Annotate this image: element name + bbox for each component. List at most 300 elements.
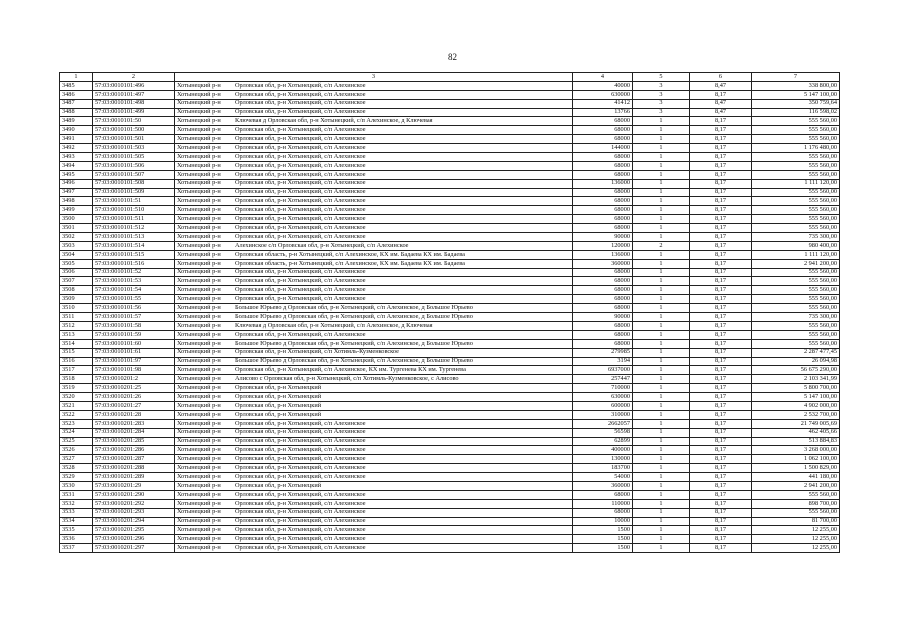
rate-cell: 8,17 xyxy=(690,188,752,197)
rate-cell: 8,17 xyxy=(690,446,752,455)
value-cell: 338 800,00 xyxy=(752,81,840,90)
cadastral-number-cell: 57:03:0010101:511 xyxy=(93,215,175,224)
district-label: Хотынецкий р-н xyxy=(177,268,221,276)
row-number-cell: 3523 xyxy=(60,419,93,428)
location-cell xyxy=(175,108,573,117)
area-cell: 68000 xyxy=(573,126,633,135)
cadastral-number-cell: 57:03:0010101:59 xyxy=(93,330,175,339)
row-number-cell: 3520 xyxy=(60,393,93,402)
value-cell: 2 287 477,45 xyxy=(752,348,840,357)
cadastral-number-cell: 57:03:0010101:510 xyxy=(93,206,175,215)
location-cell xyxy=(175,517,573,526)
table-row xyxy=(60,144,840,153)
rate-cell: 8,17 xyxy=(690,357,752,366)
cadastral-number-cell: 57:03:0010101:508 xyxy=(93,179,175,188)
value-cell: 555 560,00 xyxy=(752,170,840,179)
row-number-cell: 3531 xyxy=(60,490,93,499)
table-row xyxy=(60,366,840,375)
cadastral-number-cell: 57:03:0010201:287 xyxy=(93,455,175,464)
area-cell: 68000 xyxy=(573,224,633,233)
area-cell: 136000 xyxy=(573,250,633,259)
area-cell: 710000 xyxy=(573,384,633,393)
area-cell: 68000 xyxy=(573,161,633,170)
row-number-cell: 3512 xyxy=(60,321,93,330)
table-row xyxy=(60,188,840,197)
table-row xyxy=(60,437,840,446)
value-cell: 26 094,98 xyxy=(752,357,840,366)
row-number-cell: 3524 xyxy=(60,428,93,437)
rate-cell: 8,17 xyxy=(690,473,752,482)
district-label: Хотынецкий р-н xyxy=(177,223,221,231)
address-label: Большое Юрьево д Орловская обл, р-н Хотынецкий, с/п Алехинское, д Большое Юрьево xyxy=(235,339,473,347)
rate-cell: 8,17 xyxy=(690,535,752,544)
cadastral-number-cell: 57:03:0010101:53 xyxy=(93,277,175,286)
value-cell: 555 560,00 xyxy=(752,321,840,330)
area-cell: 68000 xyxy=(573,508,633,517)
value-cell: 2 532 700,00 xyxy=(752,410,840,419)
area-cell: 120000 xyxy=(573,241,633,250)
row-number-cell: 3527 xyxy=(60,455,93,464)
area-cell: 68000 xyxy=(573,197,633,206)
address-label: Орловская обл, р-н Хотынецкий, с/п Алехинское xyxy=(235,277,366,285)
value-cell: 555 560,00 xyxy=(752,490,840,499)
cadastral-number-cell: 57:03:0010101:513 xyxy=(93,233,175,242)
row-number-cell: 3515 xyxy=(60,348,93,357)
value-cell: 12 255,00 xyxy=(752,526,840,535)
address-label: Орловская обл, р-н Хотынецкий, с/п Алехинское xyxy=(235,295,366,303)
location-cell xyxy=(175,535,573,544)
value-cell: 555 560,00 xyxy=(752,197,840,206)
cadastral-number-cell: 57:03:0010101:58 xyxy=(93,321,175,330)
location-cell xyxy=(175,215,573,224)
address-label: Орловская обл, р-н Хотынецкий, с/п Алехинское xyxy=(235,330,366,338)
table-row xyxy=(60,473,840,482)
group-cell: 1 xyxy=(633,526,690,535)
group-cell: 1 xyxy=(633,366,690,375)
cadastral-number-cell: 57:03:0010201:28 xyxy=(93,410,175,419)
area-cell: 62899 xyxy=(573,437,633,446)
cadastral-number-cell: 57:03:0010101:514 xyxy=(93,241,175,250)
cadastral-number-cell: 57:03:0010201:293 xyxy=(93,508,175,517)
rate-cell: 8,17 xyxy=(690,481,752,490)
value-cell: 21 749 005,69 xyxy=(752,419,840,428)
location-cell xyxy=(175,161,573,170)
cadastral-number-cell: 57:03:0010201:2 xyxy=(93,375,175,384)
district-label: Хотынецкий р-н xyxy=(177,375,221,383)
location-cell xyxy=(175,526,573,535)
rate-cell: 8,17 xyxy=(690,144,752,153)
address-label: Орловская обл, р-н Хотынецкий xyxy=(235,392,322,400)
cadastral-number-cell: 57:03:0010201:294 xyxy=(93,517,175,526)
district-label: Хотынецкий р-н xyxy=(177,366,221,374)
table-row xyxy=(60,339,840,348)
district-label: Хотынецкий р-н xyxy=(177,428,221,436)
rate-cell: 8,17 xyxy=(690,233,752,242)
rate-cell: 8,17 xyxy=(690,170,752,179)
location-cell xyxy=(175,117,573,126)
area-cell: 68000 xyxy=(573,215,633,224)
address-label: Орловская обл, р-н Хотынецкий, с/п Алехинское xyxy=(235,455,366,463)
address-label: Орловская обл, р-н Хотынецкий, с/п Алехинское xyxy=(235,535,366,543)
rate-cell: 8,17 xyxy=(690,348,752,357)
page-number: 82 xyxy=(448,52,457,62)
cadastral-number-cell: 57:03:0010201:284 xyxy=(93,428,175,437)
row-number-cell: 3521 xyxy=(60,401,93,410)
cadastral-number-cell: 57:03:0010101:501 xyxy=(93,135,175,144)
value-cell: 3 268 000,00 xyxy=(752,446,840,455)
address-label: Орловская обл, р-н Хотынецкий, с/п Алехинское xyxy=(235,152,366,160)
table-row xyxy=(60,455,840,464)
row-number-cell: 3537 xyxy=(60,544,93,553)
district-label: Хотынецкий р-н xyxy=(177,472,221,480)
rate-cell: 8,17 xyxy=(690,544,752,553)
value-cell: 555 560,00 xyxy=(752,206,840,215)
location-cell xyxy=(175,233,573,242)
rate-cell: 8,17 xyxy=(690,393,752,402)
address-label: Орловская обл, р-н Хотынецкий, с/п Алехинское xyxy=(235,215,366,223)
location-cell xyxy=(175,508,573,517)
row-number-cell: 3517 xyxy=(60,366,93,375)
cadastral-number-cell: 57:03:0010101:509 xyxy=(93,188,175,197)
address-label: Большое Юрьево д Орловская обл, р-н Хотынецкий, с/п Алехинское, д Большое Юрьево xyxy=(235,303,473,311)
group-cell: 1 xyxy=(633,179,690,188)
table-row xyxy=(60,197,840,206)
group-cell: 3 xyxy=(633,81,690,90)
group-cell: 1 xyxy=(633,197,690,206)
district-label: Хотынецкий р-н xyxy=(177,526,221,534)
district-label: Хотынецкий р-н xyxy=(177,508,221,516)
district-label: Хотынецкий р-н xyxy=(177,330,221,338)
row-number-cell: 3516 xyxy=(60,357,93,366)
rate-cell: 8,17 xyxy=(690,517,752,526)
rate-cell: 8,17 xyxy=(690,241,752,250)
district-label: Хотынецкий р-н xyxy=(177,81,221,89)
value-cell: 555 560,00 xyxy=(752,161,840,170)
location-cell xyxy=(175,135,573,144)
row-number-cell: 3522 xyxy=(60,410,93,419)
cadastral-number-cell: 57:03:0010201:296 xyxy=(93,535,175,544)
row-number-cell: 3532 xyxy=(60,499,93,508)
value-cell: 555 560,00 xyxy=(752,135,840,144)
group-cell: 1 xyxy=(633,375,690,384)
area-cell: 310000 xyxy=(573,410,633,419)
group-cell: 1 xyxy=(633,259,690,268)
row-number-cell: 3491 xyxy=(60,135,93,144)
address-label: Орловская обл, р-н Хотынецкий xyxy=(235,481,322,489)
table-row xyxy=(60,268,840,277)
value-cell: 735 300,00 xyxy=(752,233,840,242)
value-cell: 555 560,00 xyxy=(752,277,840,286)
group-cell: 3 xyxy=(633,99,690,108)
location-cell xyxy=(175,179,573,188)
area-cell: 68000 xyxy=(573,339,633,348)
district-label: Хотынецкий р-н xyxy=(177,303,221,311)
location-cell xyxy=(175,348,573,357)
row-number-cell: 3511 xyxy=(60,313,93,322)
area-cell: 3194 xyxy=(573,357,633,366)
location-cell xyxy=(175,499,573,508)
area-cell: 1500 xyxy=(573,535,633,544)
address-label: Орловская обл, р-н Хотынецкий, с/п Алехинское xyxy=(235,463,366,471)
rate-cell: 8,17 xyxy=(690,410,752,419)
district-label: Хотынецкий р-н xyxy=(177,312,221,320)
group-cell: 1 xyxy=(633,215,690,224)
table-row xyxy=(60,126,840,135)
address-label: Орловская обл, р-н Хотынецкий, с/п Алехинское xyxy=(235,197,366,205)
rate-cell: 8,17 xyxy=(690,197,752,206)
group-cell: 1 xyxy=(633,455,690,464)
rate-cell: 8,17 xyxy=(690,268,752,277)
address-label: Алисово с Орловская обл, р-н Хотынецкий, с/п Хотимль-Кузменковское, с Алисово xyxy=(235,375,459,383)
rate-cell: 8,17 xyxy=(690,295,752,304)
area-cell: 68000 xyxy=(573,330,633,339)
rate-cell: 8,17 xyxy=(690,161,752,170)
rate-cell: 8,17 xyxy=(690,259,752,268)
location-cell xyxy=(175,428,573,437)
area-cell: 400000 xyxy=(573,446,633,455)
area-cell: 56598 xyxy=(573,428,633,437)
address-label: Орловская обл, р-н Хотынецкий, с/п Алехинское xyxy=(235,206,366,214)
address-label: Орловская обл, р-н Хотынецкий, с/п Алехинское xyxy=(235,437,366,445)
district-label: Хотынецкий р-н xyxy=(177,143,221,151)
table-row xyxy=(60,464,840,473)
group-cell: 1 xyxy=(633,490,690,499)
cadastral-number-cell: 57:03:0010101:506 xyxy=(93,161,175,170)
rate-cell: 8,17 xyxy=(690,117,752,126)
group-cell: 1 xyxy=(633,161,690,170)
area-cell: 68000 xyxy=(573,277,633,286)
district-label: Хотынецкий р-н xyxy=(177,481,221,489)
location-cell xyxy=(175,144,573,153)
table-row xyxy=(60,393,840,402)
rate-cell: 8,47 xyxy=(690,81,752,90)
area-cell: 279985 xyxy=(573,348,633,357)
district-label: Хотынецкий р-н xyxy=(177,490,221,498)
group-cell: 1 xyxy=(633,304,690,313)
area-cell: 90000 xyxy=(573,313,633,322)
group-cell: 1 xyxy=(633,153,690,162)
cadastral-number-cell: 57:03:0010201:289 xyxy=(93,473,175,482)
area-cell: 600000 xyxy=(573,401,633,410)
row-number-cell: 3499 xyxy=(60,206,93,215)
address-label: Орловская обл, р-н Хотынецкий, с/п Алехинское xyxy=(235,170,366,178)
rate-cell: 8,17 xyxy=(690,126,752,135)
cadastral-number-cell: 57:03:0010101:54 xyxy=(93,286,175,295)
row-number-cell: 3507 xyxy=(60,277,93,286)
rate-cell: 8,17 xyxy=(690,384,752,393)
area-cell: 68000 xyxy=(573,170,633,179)
table-row xyxy=(60,117,840,126)
value-cell: 350 759,64 xyxy=(752,99,840,108)
group-cell: 3 xyxy=(633,108,690,117)
table-row xyxy=(60,330,840,339)
table-row xyxy=(60,375,840,384)
cadastral-number-cell: 57:03:0010101:97 xyxy=(93,357,175,366)
value-cell: 1 500 829,00 xyxy=(752,464,840,473)
location-cell xyxy=(175,544,573,553)
address-label: Алехинское с/п Орловская обл, р-н Хотынецкий, с/п Алехинское xyxy=(235,241,409,249)
district-label: Хотынецкий р-н xyxy=(177,419,221,427)
cadastral-number-cell: 57:03:0010101:51 xyxy=(93,197,175,206)
table-row xyxy=(60,250,840,259)
location-cell xyxy=(175,99,573,108)
area-cell: 68000 xyxy=(573,153,633,162)
cadastral-number-cell: 57:03:0010101:496 xyxy=(93,81,175,90)
area-cell: 68000 xyxy=(573,268,633,277)
group-cell: 1 xyxy=(633,473,690,482)
table-row xyxy=(60,108,840,117)
area-cell: 13766 xyxy=(573,108,633,117)
value-cell: 555 560,00 xyxy=(752,188,840,197)
group-cell: 1 xyxy=(633,233,690,242)
rate-cell: 8,17 xyxy=(690,455,752,464)
row-number-cell: 3525 xyxy=(60,437,93,446)
value-cell: 513 884,83 xyxy=(752,437,840,446)
location-cell xyxy=(175,321,573,330)
value-cell: 1 111 120,00 xyxy=(752,179,840,188)
district-label: Хотынецкий р-н xyxy=(177,126,221,134)
group-cell: 1 xyxy=(633,384,690,393)
location-cell xyxy=(175,295,573,304)
district-label: Хотынецкий р-н xyxy=(177,179,221,187)
location-cell xyxy=(175,339,573,348)
row-number-cell: 3510 xyxy=(60,304,93,313)
location-cell xyxy=(175,241,573,250)
location-cell xyxy=(175,313,573,322)
row-number-cell: 3489 xyxy=(60,117,93,126)
address-label: Орловская обл, р-н Хотынецкий, с/п Алехинское xyxy=(235,126,366,134)
value-cell: 1 062 100,00 xyxy=(752,455,840,464)
rate-cell: 8,17 xyxy=(690,428,752,437)
district-label: Хотынецкий р-н xyxy=(177,117,221,125)
row-number-cell: 3493 xyxy=(60,153,93,162)
location-cell xyxy=(175,81,573,90)
rate-cell: 8,17 xyxy=(690,206,752,215)
location-cell xyxy=(175,437,573,446)
address-label: Орловская обл, р-н Хотынецкий, с/п Алехинское xyxy=(235,526,366,534)
district-label: Хотынецкий р-н xyxy=(177,401,221,409)
row-number-cell: 3519 xyxy=(60,384,93,393)
cadastral-number-cell: 57:03:0010101:515 xyxy=(93,250,175,259)
rate-cell: 8,17 xyxy=(690,135,752,144)
cadastral-number-cell: 57:03:0010101:500 xyxy=(93,126,175,135)
address-label: Орловская обл, р-н Хотынецкий, с/п Алехинское xyxy=(235,108,366,116)
value-cell: 5 147 100,00 xyxy=(752,393,840,402)
address-label: Орловская обл, р-н Хотынецкий, с/п Алехинское xyxy=(235,544,366,551)
table-row xyxy=(60,544,840,553)
cadastral-number-cell: 57:03:0010101:512 xyxy=(93,224,175,233)
area-cell: 10000 xyxy=(573,517,633,526)
row-number-cell: 3488 xyxy=(60,108,93,117)
district-label: Хотынецкий р-н xyxy=(177,286,221,294)
row-number-cell: 3530 xyxy=(60,481,93,490)
value-cell: 555 560,00 xyxy=(752,508,840,517)
district-label: Хотынецкий р-н xyxy=(177,535,221,543)
table-row xyxy=(60,206,840,215)
rate-cell: 8,17 xyxy=(690,250,752,259)
location-cell xyxy=(175,490,573,499)
address-label: Орловская область, р-н Хотынецкий, с/п Алехинское, КХ им. Бадаева КХ им. Бадаева xyxy=(235,250,465,258)
address-label: Орловская обл, р-н Хотынецкий, с/п Алехинское xyxy=(235,161,366,169)
group-cell: 2 xyxy=(633,241,690,250)
district-label: Хотынецкий р-н xyxy=(177,90,221,98)
rate-cell: 8,17 xyxy=(690,508,752,517)
address-label: Орловская обл, р-н Хотынецкий, с/п Алехинское, КХ им. Тургенева КХ им. Тургенева xyxy=(235,366,466,374)
group-cell: 1 xyxy=(633,277,690,286)
district-label: Хотынецкий р-н xyxy=(177,392,221,400)
location-cell xyxy=(175,419,573,428)
address-label: Большое Юрьево д Орловская обл, р-н Хотынецкий, с/п Алехинское, д Большое Юрьево xyxy=(235,312,473,320)
table-header-row xyxy=(60,73,840,82)
area-cell: 68000 xyxy=(573,321,633,330)
address-label: Орловская обл, р-н Хотынецкий, с/п Алехинское xyxy=(235,223,366,231)
row-number-cell: 3518 xyxy=(60,375,93,384)
cadastral-number-cell: 57:03:0010101:60 xyxy=(93,339,175,348)
rate-cell: 8,17 xyxy=(690,286,752,295)
table-row xyxy=(60,410,840,419)
location-cell xyxy=(175,464,573,473)
address-label: Орловская обл, р-н Хотынецкий xyxy=(235,401,322,409)
location-cell xyxy=(175,455,573,464)
row-number-cell: 3485 xyxy=(60,81,93,90)
table-row xyxy=(60,446,840,455)
district-label: Хотынецкий р-н xyxy=(177,197,221,205)
rate-cell: 8,17 xyxy=(690,401,752,410)
address-label: Орловская обл, р-н Хотынецкий, с/п Алехинское xyxy=(235,419,366,427)
location-cell xyxy=(175,304,573,313)
rate-cell: 8,17 xyxy=(690,330,752,339)
table-row xyxy=(60,499,840,508)
row-number-cell: 3509 xyxy=(60,295,93,304)
group-cell: 3 xyxy=(633,90,690,99)
address-label: Орловская обл, р-н Хотынецкий, с/п Алехинское xyxy=(235,143,366,151)
location-cell xyxy=(175,90,573,99)
value-cell: 12 255,00 xyxy=(752,535,840,544)
location-cell xyxy=(175,330,573,339)
group-cell: 1 xyxy=(633,481,690,490)
value-cell: 555 560,00 xyxy=(752,224,840,233)
location-cell xyxy=(175,197,573,206)
location-cell xyxy=(175,401,573,410)
cadastral-number-cell: 57:03:0010101:52 xyxy=(93,268,175,277)
address-label: Орловская обл, р-н Хотынецкий, с/п Алехинское xyxy=(235,135,366,143)
table-row xyxy=(60,295,840,304)
address-label: Орловская обл, р-н Хотынецкий, с/п Алехинское xyxy=(235,446,366,454)
area-cell: 2662057 xyxy=(573,419,633,428)
row-number-cell: 3498 xyxy=(60,197,93,206)
value-cell: 2 103 341,99 xyxy=(752,375,840,384)
address-label: Орловская обл, р-н Хотынецкий, с/п Алехинское xyxy=(235,499,366,507)
cadastral-number-cell: 57:03:0010101:50 xyxy=(93,117,175,126)
group-cell: 1 xyxy=(633,268,690,277)
address-label: Орловская обл, р-н Хотынецкий, с/п Хотимль-Кузменковское xyxy=(235,348,399,356)
location-cell xyxy=(175,384,573,393)
value-cell: 441 180,00 xyxy=(752,473,840,482)
location-cell xyxy=(175,286,573,295)
area-cell: 68000 xyxy=(573,286,633,295)
area-cell: 54000 xyxy=(573,473,633,482)
location-cell xyxy=(175,366,573,375)
cadastral-number-cell: 57:03:0010101:498 xyxy=(93,99,175,108)
row-number-cell: 3490 xyxy=(60,126,93,135)
rate-cell: 8,17 xyxy=(690,179,752,188)
area-cell: 68000 xyxy=(573,295,633,304)
area-cell: 183700 xyxy=(573,464,633,473)
group-cell: 1 xyxy=(633,206,690,215)
location-cell xyxy=(175,473,573,482)
cadastral-number-cell: 57:03:0010101:503 xyxy=(93,144,175,153)
table-row xyxy=(60,348,840,357)
